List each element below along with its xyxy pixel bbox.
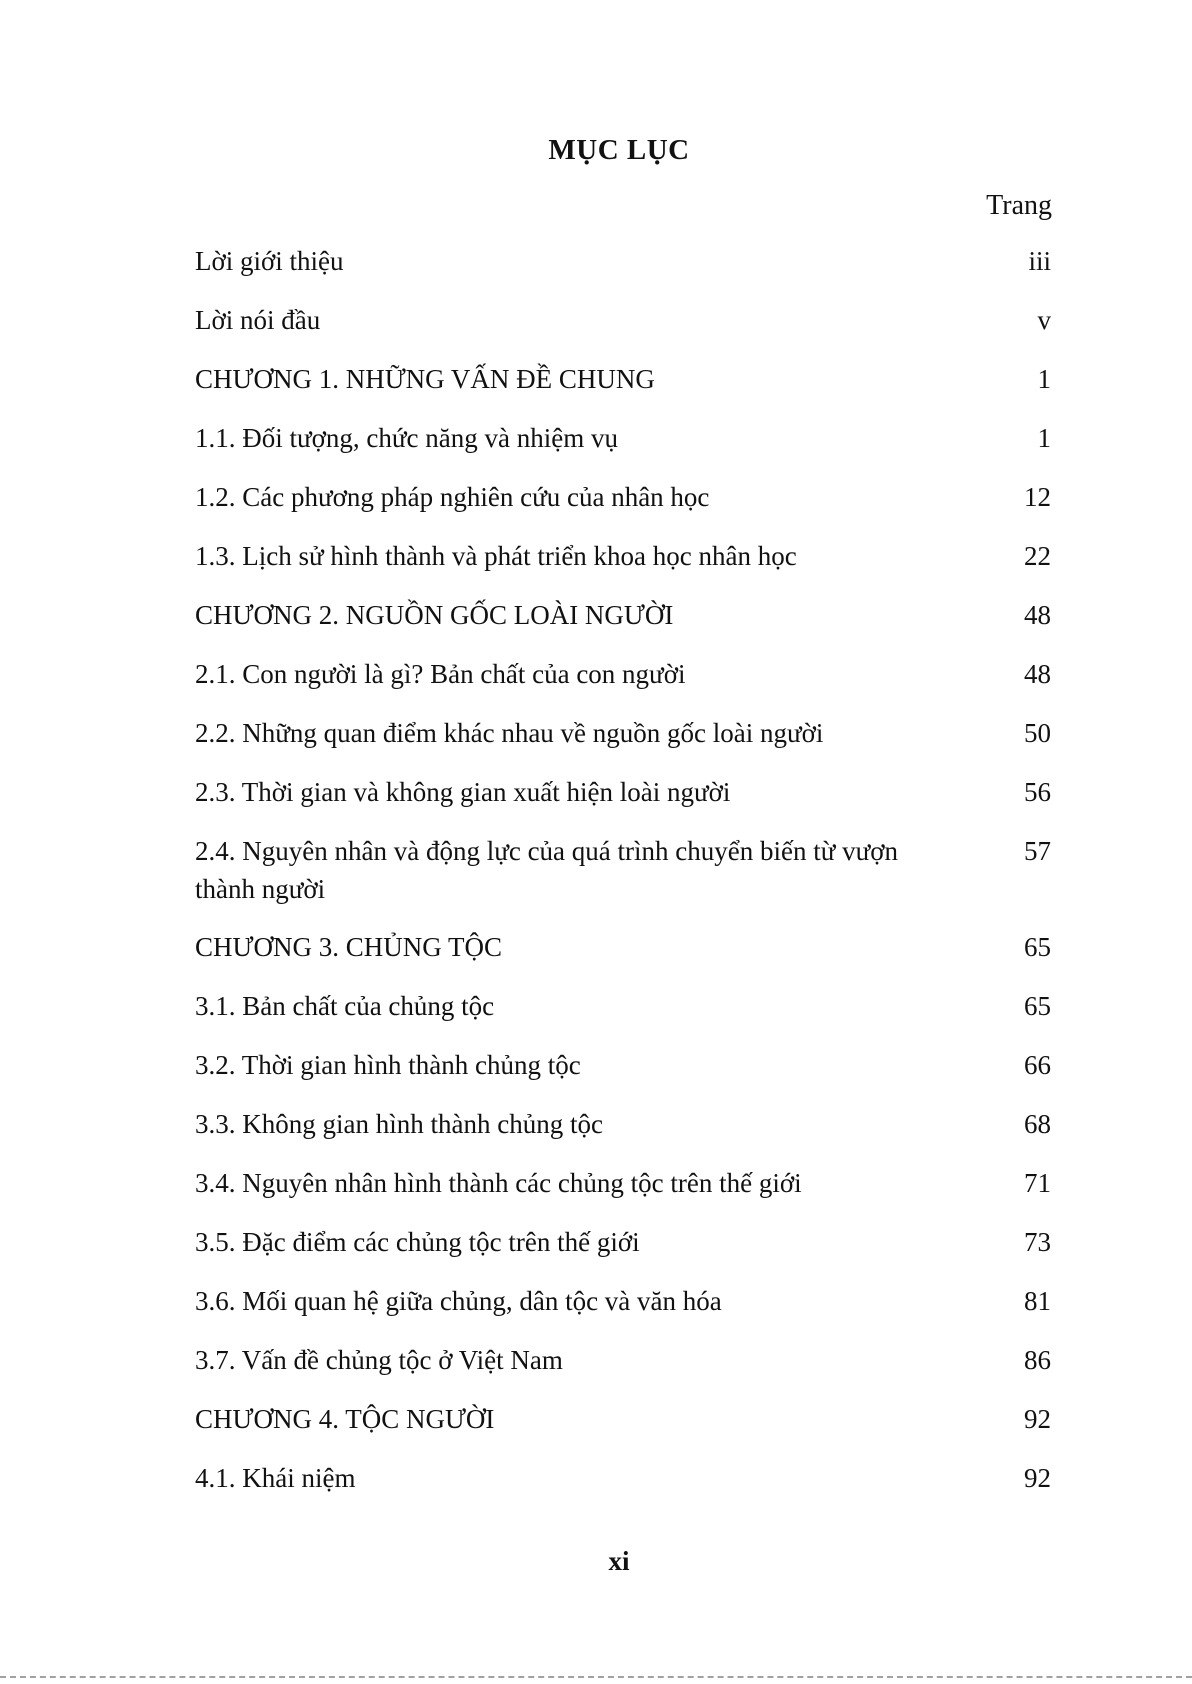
- toc-entry: [195, 987, 1051, 1025]
- toc-entry-page: 68: [1024, 1109, 1051, 1139]
- toc-entry-page: 66: [1024, 1050, 1051, 1080]
- page-number: xi: [608, 1546, 630, 1576]
- toc-entry: [195, 832, 1051, 908]
- toc-entry-text: CHƯƠNG 2. NGUỒN GỐC LOÀI NGƯỜI: [195, 600, 674, 630]
- toc-entry: [195, 1400, 1051, 1438]
- toc-entry-page: 12: [1024, 482, 1051, 512]
- page-column-label: Trang: [986, 190, 1052, 221]
- toc-entry-text: 3.1. Bản chất của chủng tộc: [195, 991, 495, 1021]
- toc-entry-page: 86: [1024, 1345, 1051, 1375]
- toc-entry-page: 57: [1024, 836, 1051, 866]
- toc-entry-text: 3.7. Vấn đề chủng tộc ở Việt Nam: [195, 1345, 563, 1375]
- toc-entry-page: 92: [1024, 1463, 1051, 1493]
- toc-entry-page: 50: [1024, 718, 1051, 748]
- toc-entry-page: iii: [1028, 246, 1051, 276]
- toc-entry: [195, 596, 1051, 634]
- toc-entry: [195, 1282, 1051, 1320]
- toc-entry: [195, 1223, 1051, 1261]
- page-title: MỤC LỤC: [548, 134, 690, 166]
- toc-entry-text: 3.6. Mối quan hệ giữa chủng, dân tộc và văn hóa: [195, 1286, 722, 1316]
- toc-entry-text: CHƯƠNG 1. NHỮNG VẤN ĐỀ CHUNG: [195, 364, 655, 394]
- toc-entry: [195, 773, 1051, 811]
- toc-entry-text: 2.3. Thời gian và không gian xuất hiện loài người: [195, 777, 731, 807]
- toc-entry-page: 65: [1024, 932, 1051, 962]
- toc-entry-text: 3.2. Thời gian hình thành chủng tộc: [195, 1050, 581, 1080]
- toc-entry-text: 3.5. Đặc điểm các chủng tộc trên thế giới: [195, 1227, 640, 1257]
- toc-entry: [195, 1046, 1051, 1084]
- toc-entry-text: 2.2. Những quan điểm khác nhau về nguồn gốc loài người: [195, 718, 824, 748]
- scan-edge-divider: [0, 1676, 1192, 1678]
- toc-entry: [195, 360, 1051, 398]
- table-of-contents: [195, 242, 1051, 1518]
- toc-entry-text: Lời nói đầu: [195, 305, 321, 335]
- toc-entry-text: CHƯƠNG 3. CHỦNG TỘC: [195, 932, 502, 962]
- toc-entry-text: Lời giới thiệu: [195, 246, 344, 276]
- toc-entry: [195, 928, 1051, 966]
- toc-entry-text: 3.3. Không gian hình thành chủng tộc: [195, 1109, 603, 1139]
- toc-entry: [195, 1105, 1051, 1143]
- toc-entry-page: 48: [1024, 659, 1051, 689]
- toc-entry-text: 1.2. Các phương pháp nghiên cứu của nhân học: [195, 482, 710, 512]
- toc-entry: [195, 301, 1051, 339]
- toc-entry: [195, 714, 1051, 752]
- toc-entry-page: 81: [1024, 1286, 1051, 1316]
- toc-entry-page: 1: [1037, 423, 1051, 453]
- toc-entry-page: 73: [1024, 1227, 1051, 1257]
- toc-entry-page: 71: [1024, 1168, 1051, 1198]
- toc-entry-text: 2.1. Con người là gì? Bản chất của con người: [195, 659, 686, 689]
- toc-entry: [195, 655, 1051, 693]
- toc-entry: [195, 242, 1051, 280]
- toc-entry-page: 65: [1024, 991, 1051, 1021]
- toc-entry-page: 56: [1024, 777, 1051, 807]
- toc-entry: [195, 1341, 1051, 1379]
- toc-entry-page: 1: [1037, 364, 1051, 394]
- toc-entry: [195, 1164, 1051, 1202]
- toc-entry-page: 22: [1024, 541, 1051, 571]
- toc-entry-page: v: [1037, 305, 1051, 335]
- toc-entry: [195, 1459, 1051, 1497]
- toc-entry-text: 4.1. Khái niệm: [195, 1463, 356, 1493]
- toc-entry-text: 1.1. Đối tượng, chức năng và nhiệm vụ: [195, 423, 618, 453]
- toc-entry: [195, 478, 1051, 516]
- toc-entry-page: 48: [1024, 600, 1051, 630]
- toc-entry-page: 92: [1024, 1404, 1051, 1434]
- toc-entry-text: 2.4. Nguyên nhân và động lực của quá trình chuyển biến từ vượn thành người: [195, 836, 899, 904]
- toc-entry-text: 1.3. Lịch sử hình thành và phát triển khoa học nhân học: [195, 541, 797, 571]
- toc-entry-text: CHƯƠNG 4. TỘC NGƯỜI: [195, 1404, 495, 1434]
- toc-entry-text: 3.4. Nguyên nhân hình thành các chủng tộc trên thế giới: [195, 1168, 802, 1198]
- toc-entry: [195, 537, 1051, 575]
- toc-entry: [195, 419, 1051, 457]
